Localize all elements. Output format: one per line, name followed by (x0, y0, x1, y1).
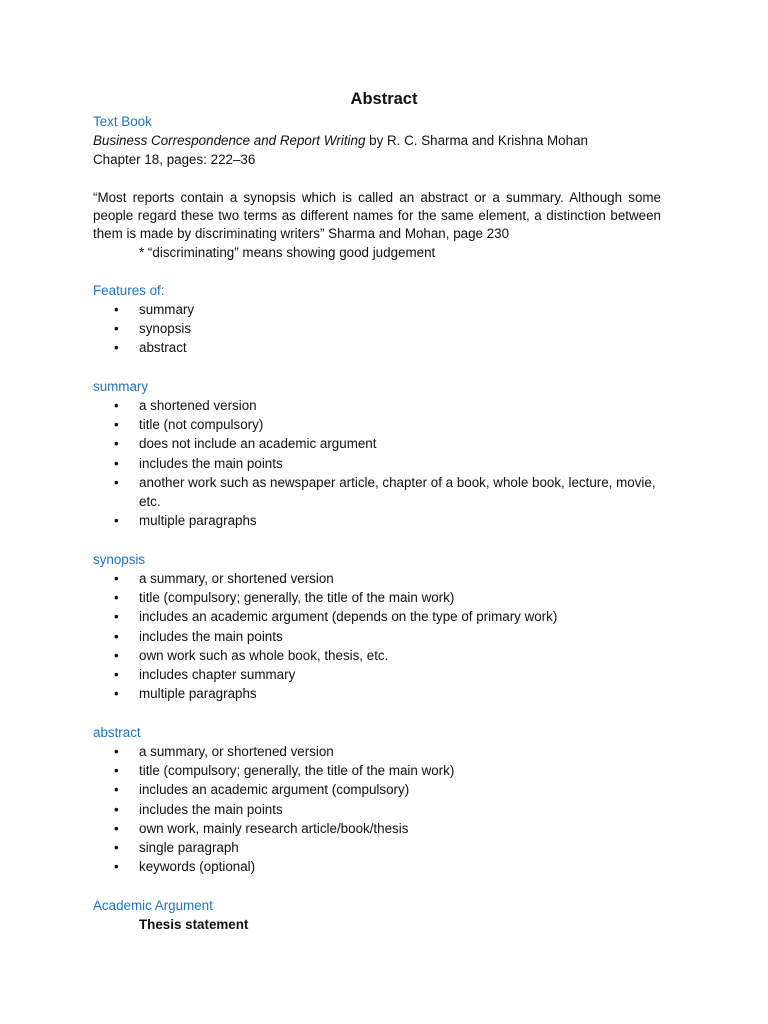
list-item-text: single paragraph (139, 840, 239, 856)
list-item (0, 319, 660, 338)
bullet-icon: • (114, 667, 119, 683)
thesis-statement-subheading: Thesis statement (139, 917, 249, 932)
list-item (0, 857, 660, 876)
bullet-icon: • (114, 840, 119, 856)
list-item (0, 761, 660, 780)
list-item (0, 300, 660, 319)
list-item-text: own work, mainly research article/book/thesis (139, 820, 409, 836)
bullet-icon: • (114, 782, 119, 798)
list-item (0, 434, 660, 453)
bullet-icon: • (114, 436, 119, 452)
list-item-text: includes the main points (139, 801, 283, 817)
bullet-icon: • (114, 398, 119, 413)
abstract-list (0, 742, 660, 876)
bullet-icon: • (114, 859, 119, 875)
list-item (0, 838, 660, 857)
abstract-heading: abstract (93, 725, 141, 740)
list-item (0, 665, 660, 684)
list-item-text: synopsis (139, 321, 192, 337)
quote-paragraph: “Most reports contain a synopsis which is called an abstract or a summary. Although some people regard these two terms as different names for the same element, a distinction between them is made by discriminating writers” Sharma and Mohan, page 230 (93, 190, 661, 241)
list-item (0, 742, 660, 761)
list-item-text: summary (139, 302, 195, 317)
list-item (0, 684, 660, 703)
list-item-text: includes an academic argument (compulsory) (139, 782, 410, 798)
list-item (0, 338, 660, 357)
list-item-text: title (compulsory; generally, the title of the main work) (139, 590, 455, 606)
list-item (0, 819, 660, 838)
summary-list (0, 396, 660, 530)
page-title: Abstract (350, 90, 418, 108)
features-heading: Features of: (93, 283, 165, 298)
chapter-pages: Chapter 18, pages: 222–36 (93, 152, 256, 167)
list-item (0, 454, 660, 473)
list-item (0, 780, 660, 799)
list-item (0, 473, 660, 511)
list-item-text: title (compulsory; generally, the title of the main work) (139, 763, 455, 779)
list-item-text: another work such as newspaper article, chapter of a book, whole book, lecture, movie, etc. (139, 474, 656, 510)
list-item (0, 627, 660, 646)
bullet-icon: • (114, 820, 119, 836)
book-authors: by R. C. Sharma and Krishna Mohan (365, 133, 588, 148)
list-item-text: a summary, or shortened version (139, 571, 334, 586)
list-item-text: includes the main points (139, 455, 283, 471)
list-item-text: includes chapter summary (139, 667, 296, 683)
list-item (0, 800, 660, 819)
list-item (0, 511, 660, 530)
list-item-text: own work such as whole book, thesis, etc. (139, 647, 389, 663)
list-item (0, 607, 660, 626)
list-item-text: includes the main points (139, 628, 283, 644)
list-item (0, 588, 660, 607)
list-item (0, 415, 660, 434)
bullet-icon: • (114, 417, 119, 433)
bullet-icon: • (114, 340, 119, 356)
list-item-text: title (not compulsory) (139, 417, 264, 433)
list-item-text: keywords (optional) (139, 859, 256, 875)
bullet-icon: • (114, 686, 119, 702)
synopsis-list (0, 569, 660, 703)
summary-heading: summary (93, 379, 149, 394)
list-item (0, 396, 660, 415)
list-item-text: a summary, or shortened version (139, 744, 334, 759)
list-item-text: abstract (139, 340, 187, 356)
quote-footnote: * “discriminating” means showing good judgement (139, 245, 436, 260)
bullet-icon: • (114, 474, 119, 490)
book-title: Business Correspondence and Report Writing (93, 133, 366, 148)
list-item-text: multiple paragraphs (139, 513, 257, 529)
bullet-icon: • (114, 590, 119, 606)
textbook-reference (93, 131, 661, 150)
bullet-icon: • (114, 763, 119, 779)
list-item-text: a shortened version (139, 398, 257, 413)
bullet-icon: • (114, 321, 119, 337)
list-item-text: multiple paragraphs (139, 686, 257, 702)
bullet-icon: • (114, 628, 119, 644)
list-item-text: includes an academic argument (depends on the type of primary work) (139, 609, 558, 625)
bullet-icon: • (114, 302, 119, 317)
bullet-icon: • (114, 647, 119, 663)
bullet-icon: • (114, 571, 119, 586)
features-list (0, 300, 660, 358)
list-item-text: does not include an academic argument (139, 436, 377, 452)
synopsis-heading: synopsis (93, 552, 146, 567)
list-item (0, 569, 660, 588)
bullet-icon: • (114, 455, 119, 471)
bullet-icon: • (114, 801, 119, 817)
academic-argument-heading: Academic Argument (93, 898, 213, 913)
textbook-heading: Text Book (93, 114, 152, 129)
bullet-icon: • (114, 744, 119, 759)
bullet-icon: • (114, 609, 119, 625)
list-item (0, 646, 660, 665)
bullet-icon: • (114, 513, 119, 529)
